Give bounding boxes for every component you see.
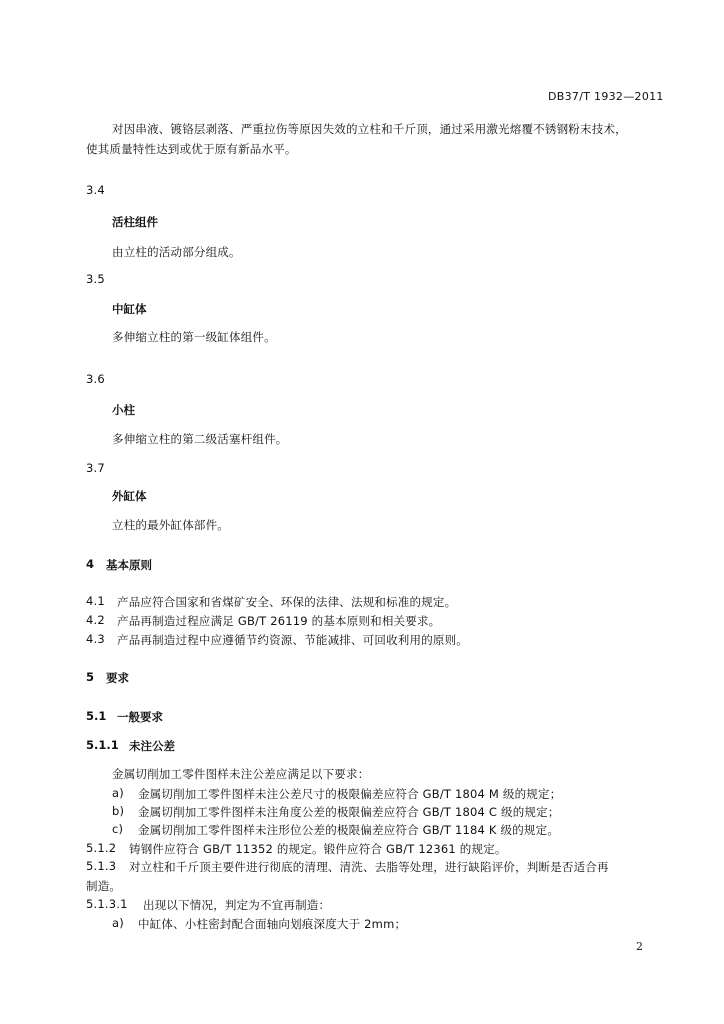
clause-number: 5.1.3 <box>86 859 117 873</box>
page-number: 2 <box>636 940 643 953</box>
intro-line-1: 对因串液、镀铬层剥落、严重拉伤等原因失效的立柱和千斤顶，通过采用激光熔覆不锈钢粉末技术， <box>112 122 627 136</box>
term-number: 3.5 <box>86 272 105 286</box>
section-4-number: 4 <box>86 557 95 571</box>
list-item: 金属切削加工零件图样未注公差尺寸的极限偏差应符合 GB/T 1804 M 级的规定； <box>138 787 562 801</box>
term-number: 3.6 <box>86 372 105 386</box>
clause-text: 产品应符合国家和省煤矿安全、环保的法律、法规和标准的规定。 <box>117 595 457 609</box>
list-label: a) <box>112 786 124 800</box>
clause-text: 铸钢件应符合 GB/T 11352 的规定。锻件应符合 GB/T 12361 的规定。 <box>129 842 507 856</box>
standard-code: DB37/T 1932—2011 <box>548 90 664 103</box>
term-definition: 由立柱的活动部分组成。 <box>112 245 241 259</box>
clause-number: 4.1 <box>86 594 105 608</box>
term-name: 外缸体 <box>112 489 147 503</box>
clause-number: 5.1.3.1 <box>86 897 128 911</box>
term-number: 3.7 <box>86 461 105 475</box>
term-name: 中缸体 <box>112 302 147 316</box>
clause-text: 产品再制造过程中应遵循节约资源、节能减排、可回收利用的原则。 <box>117 633 468 647</box>
list-item: 金属切削加工零件图样未注角度公差的极限偏差应符合 GB/T 1804 C 级的规定； <box>138 805 560 819</box>
section-5-title: 要求 <box>106 671 129 685</box>
term-name: 活柱组件 <box>112 215 158 229</box>
list-label: b) <box>112 804 125 818</box>
subsection-title: 未注公差 <box>129 739 175 753</box>
clause-text: 出现以下情况，判定为不宜再制造： <box>143 898 331 912</box>
clause-text: 产品再制造过程应满足 GB/T 26119 的基本原则和相关要求。 <box>117 614 441 628</box>
subsection-number: 5.1.1 <box>86 738 119 752</box>
subsection-title: 一般要求 <box>117 710 163 724</box>
list-label: c) <box>112 822 124 836</box>
term-definition: 多伸缩立柱的第一级缸体组件。 <box>112 330 276 344</box>
list-item: 中缸体、小柱密封配合面轴向划痕深度大于 2mm； <box>138 917 407 931</box>
term-definition: 立柱的最外缸体部件。 <box>112 518 229 532</box>
term-definition: 多伸缩立柱的第二级活塞杆组件。 <box>112 432 288 446</box>
section-5-number: 5 <box>86 670 95 684</box>
list-label: a) <box>112 916 124 930</box>
clause-number: 5.1.2 <box>86 841 117 855</box>
intro-line-2: 使其质量特性达到或优于原有新品水平。 <box>86 142 297 156</box>
clause-lead: 金属切削加工零件图样未注公差应满足以下要求： <box>112 767 370 781</box>
section-4-title: 基本原则 <box>106 558 152 572</box>
subsection-number: 5.1 <box>86 709 107 723</box>
clause-text-continued: 制造。 <box>86 879 122 893</box>
clause-number: 4.2 <box>86 613 105 627</box>
term-number: 3.4 <box>86 183 105 197</box>
term-name: 小柱 <box>112 403 135 417</box>
clause-text: 对立柱和千斤顶主要件进行彻底的清理、清洗、去脂等处理，进行缺陷评价，判断是否适合再 <box>129 860 609 874</box>
clause-number: 4.3 <box>86 632 105 646</box>
list-item: 金属切削加工零件图样未注形位公差的极限偏差应符合 GB/T 1184 K 级的规定。 <box>138 823 560 837</box>
